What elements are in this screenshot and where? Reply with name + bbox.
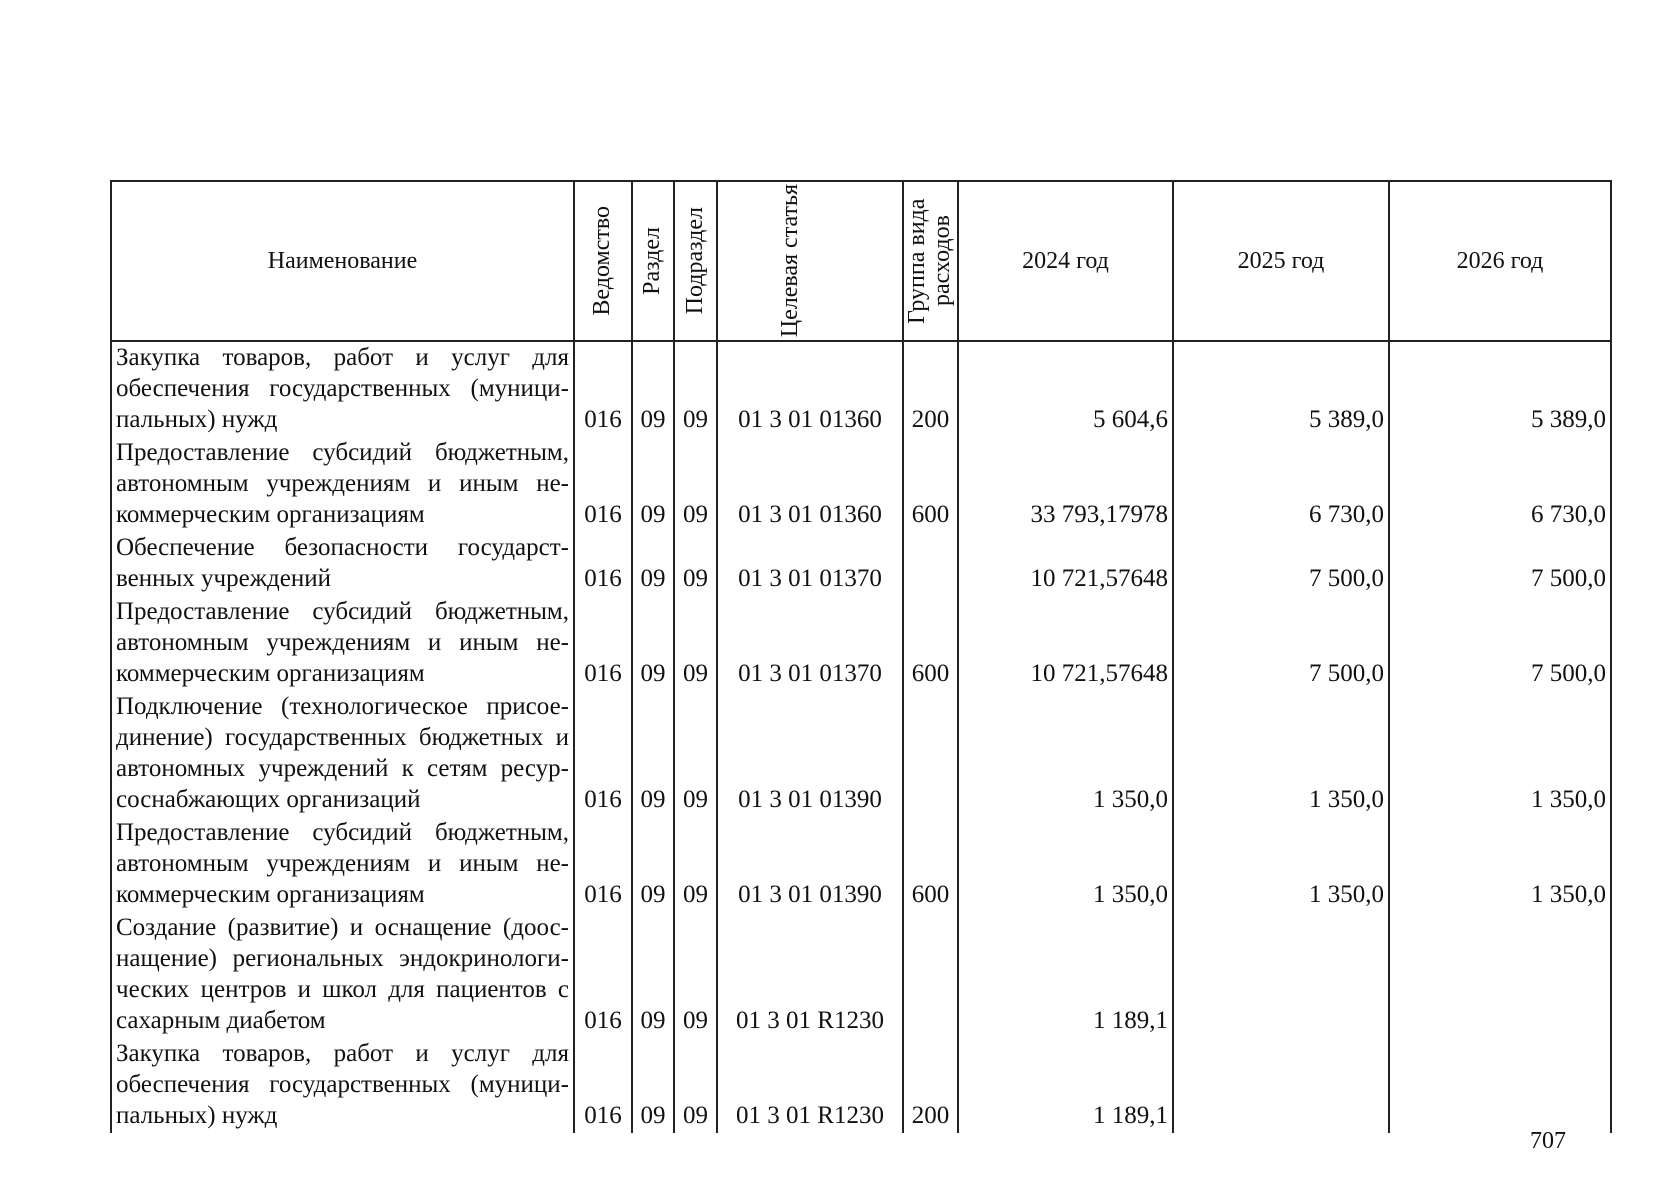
row-gruppa: 600 [903, 817, 958, 912]
row-celevaya-statya: 01 3 01 R1230 [717, 912, 903, 1038]
row-vedomstvo: 016 [574, 596, 632, 691]
row-razdel: 09 [632, 1038, 674, 1133]
row-gruppa: 200 [903, 341, 958, 437]
row-value-2026: 1 350,0 [1389, 691, 1611, 817]
row-celevaya-statya: 01 3 01 01390 [717, 691, 903, 817]
row-razdel: 09 [632, 817, 674, 912]
row-celevaya-statya: 01 3 01 R1230 [717, 1038, 903, 1133]
row-celevaya-statya: 01 3 01 01370 [717, 532, 903, 596]
row-razdel: 09 [632, 912, 674, 1038]
row-vedomstvo: 016 [574, 912, 632, 1038]
row-value-2025 [1173, 1038, 1389, 1133]
table-header [111, 181, 1611, 341]
row-value-2024: 1 350,0 [958, 691, 1173, 817]
header-row [111, 181, 1611, 341]
table-row [111, 1038, 1611, 1133]
row-value-2024: 1 189,1 [958, 1038, 1173, 1133]
row-value-2026: 5 389,0 [1389, 341, 1611, 437]
row-name: Закупка товаров, работ и услуг для обеспечения государственных (муници-пальных) нужд [111, 341, 574, 437]
row-razdel: 09 [632, 596, 674, 691]
header-year-2024: 2024 год [958, 181, 1173, 341]
table-row [111, 691, 1611, 817]
row-celevaya-statya: 01 3 01 01370 [717, 596, 903, 691]
table-row [111, 817, 1611, 912]
row-value-2025: 6 730,0 [1173, 437, 1389, 532]
page-number: 707 [1530, 1128, 1566, 1154]
header-vedomstvo [574, 181, 632, 341]
header-razdel [632, 181, 674, 341]
row-value-2026: 6 730,0 [1389, 437, 1611, 532]
row-value-2024: 10 721,57648 [958, 532, 1173, 596]
row-podrazdel: 09 [674, 912, 717, 1038]
row-gruppa [903, 532, 958, 596]
row-vedomstvo: 016 [574, 341, 632, 437]
row-celevaya-statya: 01 3 01 01360 [717, 341, 903, 437]
row-vedomstvo: 016 [574, 817, 632, 912]
row-podrazdel: 09 [674, 437, 717, 532]
row-vedomstvo: 016 [574, 691, 632, 817]
row-razdel: 09 [632, 341, 674, 437]
row-name: Закупка товаров, работ и услуг для обеспечения государственных (муници-пальных) нужд [111, 1038, 574, 1133]
row-value-2026: 7 500,0 [1389, 596, 1611, 691]
row-razdel: 09 [632, 691, 674, 817]
row-name: Предоставление субсидий бюджетным, автономным учреждениям и иным не-коммерческим организациям [111, 596, 574, 691]
row-name: Предоставление субсидий бюджетным, автономным учреждениям и иным не-коммерческим организациям [111, 437, 574, 532]
row-name: Предоставление субсидий бюджетным, автономным учреждениям и иным не-коммерческим организациям [111, 817, 574, 912]
row-celevaya-statya: 01 3 01 01390 [717, 817, 903, 912]
row-value-2024: 1 350,0 [958, 817, 1173, 912]
row-podrazdel: 09 [674, 691, 717, 817]
row-value-2025: 1 350,0 [1173, 817, 1389, 912]
row-gruppa: 600 [903, 596, 958, 691]
row-gruppa [903, 912, 958, 1038]
row-name: Подключение (технологическое присое-динение) государственных бюджетных и автономных учреждений к сетям ресур-соснабжающих организаций [111, 691, 574, 817]
row-value-2026: 7 500,0 [1389, 532, 1611, 596]
header-vedomstvo-label: Ведомство [589, 206, 616, 316]
table-body [111, 341, 1611, 1133]
header-podrazdel [674, 181, 717, 341]
row-value-2026: 1 350,0 [1389, 817, 1611, 912]
budget-table [110, 180, 1612, 1133]
header-celevaya-statya-label: Целевая статья [777, 184, 803, 338]
row-name: Обеспечение безопасности государст-венных учреждений [111, 532, 574, 596]
row-vedomstvo: 016 [574, 532, 632, 596]
row-podrazdel: 09 [674, 532, 717, 596]
table-row [111, 437, 1611, 532]
row-celevaya-statya: 01 3 01 01360 [717, 437, 903, 532]
header-gruppa-vida-rashodov [903, 181, 958, 341]
row-podrazdel: 09 [674, 1038, 717, 1133]
row-value-2025: 1 350,0 [1173, 691, 1389, 817]
header-razdel-label: Раздел [639, 227, 666, 295]
table-row [111, 532, 1611, 596]
row-name: Создание (развитие) и оснащение (доос-нащение) региональных эндокринологи-ческих центров и школ для пациентов с сахарным диабетом [111, 912, 574, 1038]
row-value-2024: 1 189,1 [958, 912, 1173, 1038]
header-podrazdel-label: Подраздел [681, 207, 708, 315]
header-gruppa-vida-rashodov-label: Группа вида расходов [904, 198, 956, 324]
row-value-2026 [1389, 1038, 1611, 1133]
row-value-2025 [1173, 912, 1389, 1038]
row-value-2025: 7 500,0 [1173, 532, 1389, 596]
row-value-2026 [1389, 912, 1611, 1038]
row-value-2025: 5 389,0 [1173, 341, 1389, 437]
table-row [111, 912, 1611, 1038]
row-gruppa: 200 [903, 1038, 958, 1133]
row-vedomstvo: 016 [574, 1038, 632, 1133]
row-razdel: 09 [632, 437, 674, 532]
table-row [111, 596, 1611, 691]
row-podrazdel: 09 [674, 596, 717, 691]
row-gruppa: 600 [903, 437, 958, 532]
header-year-2025: 2025 год [1173, 181, 1389, 341]
header-celevaya-statya [717, 181, 903, 341]
row-razdel: 09 [632, 532, 674, 596]
row-vedomstvo: 016 [574, 437, 632, 532]
row-value-2025: 7 500,0 [1173, 596, 1389, 691]
row-value-2024: 10 721,57648 [958, 596, 1173, 691]
header-year-2026: 2026 год [1389, 181, 1611, 341]
table-row [111, 341, 1611, 437]
row-value-2024: 33 793,17978 [958, 437, 1173, 532]
header-name: Наименование [111, 181, 574, 341]
row-value-2024: 5 604,6 [958, 341, 1173, 437]
row-podrazdel: 09 [674, 817, 717, 912]
row-gruppa [903, 691, 958, 817]
row-podrazdel: 09 [674, 341, 717, 437]
